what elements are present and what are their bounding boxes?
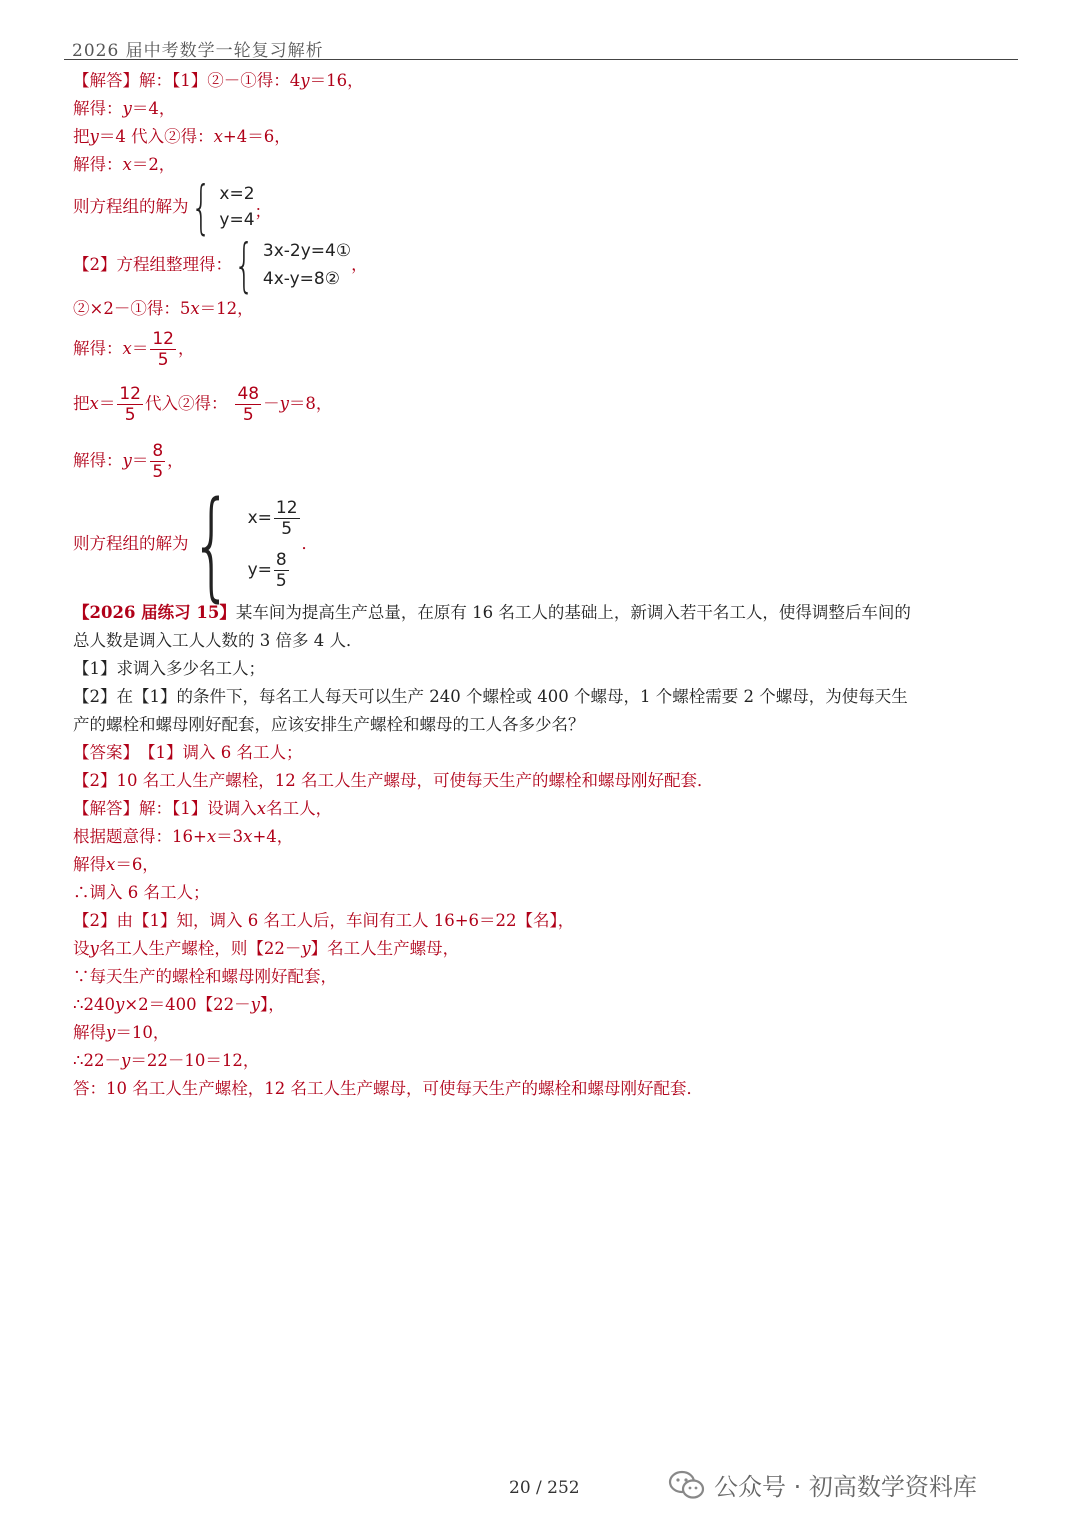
fraction: $\frac{48}{5}$	[237, 383, 260, 425]
solution-line: 【2】由【1】知，调入 6 名工人后，车间有工人 16+6＝22【名】，	[73, 911, 575, 930]
solution-line: 解得： y ＝ $\frac{8}{5}$ ，	[73, 440, 184, 482]
solution-line: ∵每天生产的螺栓和螺母刚好配套，	[73, 967, 337, 986]
watermark	[668, 1467, 977, 1502]
fraction: $\frac{8}{5}$	[152, 440, 164, 482]
solution-line: ∴240 y ×2＝400【22－ y 】，	[73, 995, 285, 1014]
equation-system: { x= $\frac{12}{5}$ y= $\frac{8}{5}$	[190, 475, 298, 613]
problem-question: 【1】求调入多少名工人；	[73, 659, 265, 678]
solution-system: 则方程组的解为 { x= $\frac{12}{5}$ y= $\frac{8}{5}$ ．	[73, 475, 319, 613]
conclusion-line: 答：10 名工人生产螺栓，12 名工人生产螺母，可使每天生产的螺栓和螺母刚好配套．	[73, 1079, 703, 1098]
fraction: $\frac{12}{5}$	[119, 383, 141, 425]
solution-line: 解得： x ＝ $\frac{12}{5}$ ，	[73, 328, 195, 370]
fraction: $\frac{12}{5}$	[275, 497, 298, 539]
solution-line: 解得： x ＝2，	[73, 155, 176, 174]
brace-icon: {	[190, 475, 232, 613]
solution-system: 则方程组的解为 { x=2 y=4 ；	[73, 173, 272, 241]
problem-question: 【2】在【1】的条件下，每名工人每天可以生产 240 个螺栓或 400 个螺母，1 个螺栓需要 2 个螺母，为使每天生	[73, 687, 908, 706]
equation-system: { x=2 y=4	[190, 173, 255, 241]
fraction: $\frac{8}{5}$	[275, 549, 287, 591]
watermark-text: 公众号 · 初高数学资料库	[714, 1473, 977, 1501]
solution-line: 把 y ＝4 代入②得： x +4＝6，	[73, 127, 291, 146]
answer-line: 【答案】 【1】调入 6 名工人；	[73, 743, 303, 762]
solution-line: 【解答】 解：【1】设调入 x 名工人，	[73, 799, 333, 818]
answer-line: 【2】10 名工人生产螺栓，12 名工人生产螺母，可使每天生产的螺栓和螺母刚好配套．	[73, 771, 714, 790]
solution-system: 【2】方程组整理得： { 3x-2y=4① 4x-y=8② ，	[73, 231, 368, 299]
solution-line: ∴调入 6 名工人；	[73, 883, 210, 902]
solution-line: 【解答】 解：【1】②－①得：4 y ＝16，	[73, 71, 364, 90]
problem-question: 产的螺栓和螺母刚好配套，应该安排生产螺栓和螺母的工人各多少名？	[73, 715, 585, 734]
problem-tag: 【2026 届练习 15】	[73, 603, 236, 622]
page-number: 20 / 252	[509, 1478, 580, 1498]
solution-line: 设 y 名工人生产螺栓，则【22－ y 】名工人生产螺母，	[73, 939, 460, 958]
solution-line: 解得： y ＝4，	[73, 99, 176, 118]
brace-icon: {	[190, 173, 211, 241]
fraction: $\frac{12}{5}$	[152, 328, 174, 370]
wechat-icon	[668, 1470, 706, 1500]
header-rule	[64, 59, 1018, 60]
brace-icon: {	[234, 231, 255, 299]
solution-line: 解得 y ＝10，	[73, 1023, 170, 1042]
problem-line: 【2026 届练习 15】 某车间为提高生产总量，在原有 16 名工人的基础上，新调入若干名工人，使得调整后车间的	[73, 599, 1018, 627]
problem-line: 总人数是调入工人人数的 3 倍多 4 人．	[73, 631, 363, 650]
solution-line: ②×2－①得：5 x ＝12，	[73, 299, 254, 318]
solution-line: 把 x ＝ $\frac{12}{5}$ 代入②得： $\frac{48}{5}$ － y ＝8，	[73, 383, 333, 425]
solution-line: 根据题意得：16+ x ＝3 x +4，	[73, 827, 294, 846]
page-content	[73, 67, 1018, 1103]
page-header: 2026 届中考数学一轮复习解析	[72, 41, 324, 61]
solution-line: 解得 x ＝6，	[73, 855, 159, 874]
solution-line: ∴22－ y ＝22－10＝12，	[73, 1051, 260, 1070]
equation-system: { 3x-2y=4① 4x-y=8②	[234, 231, 352, 299]
